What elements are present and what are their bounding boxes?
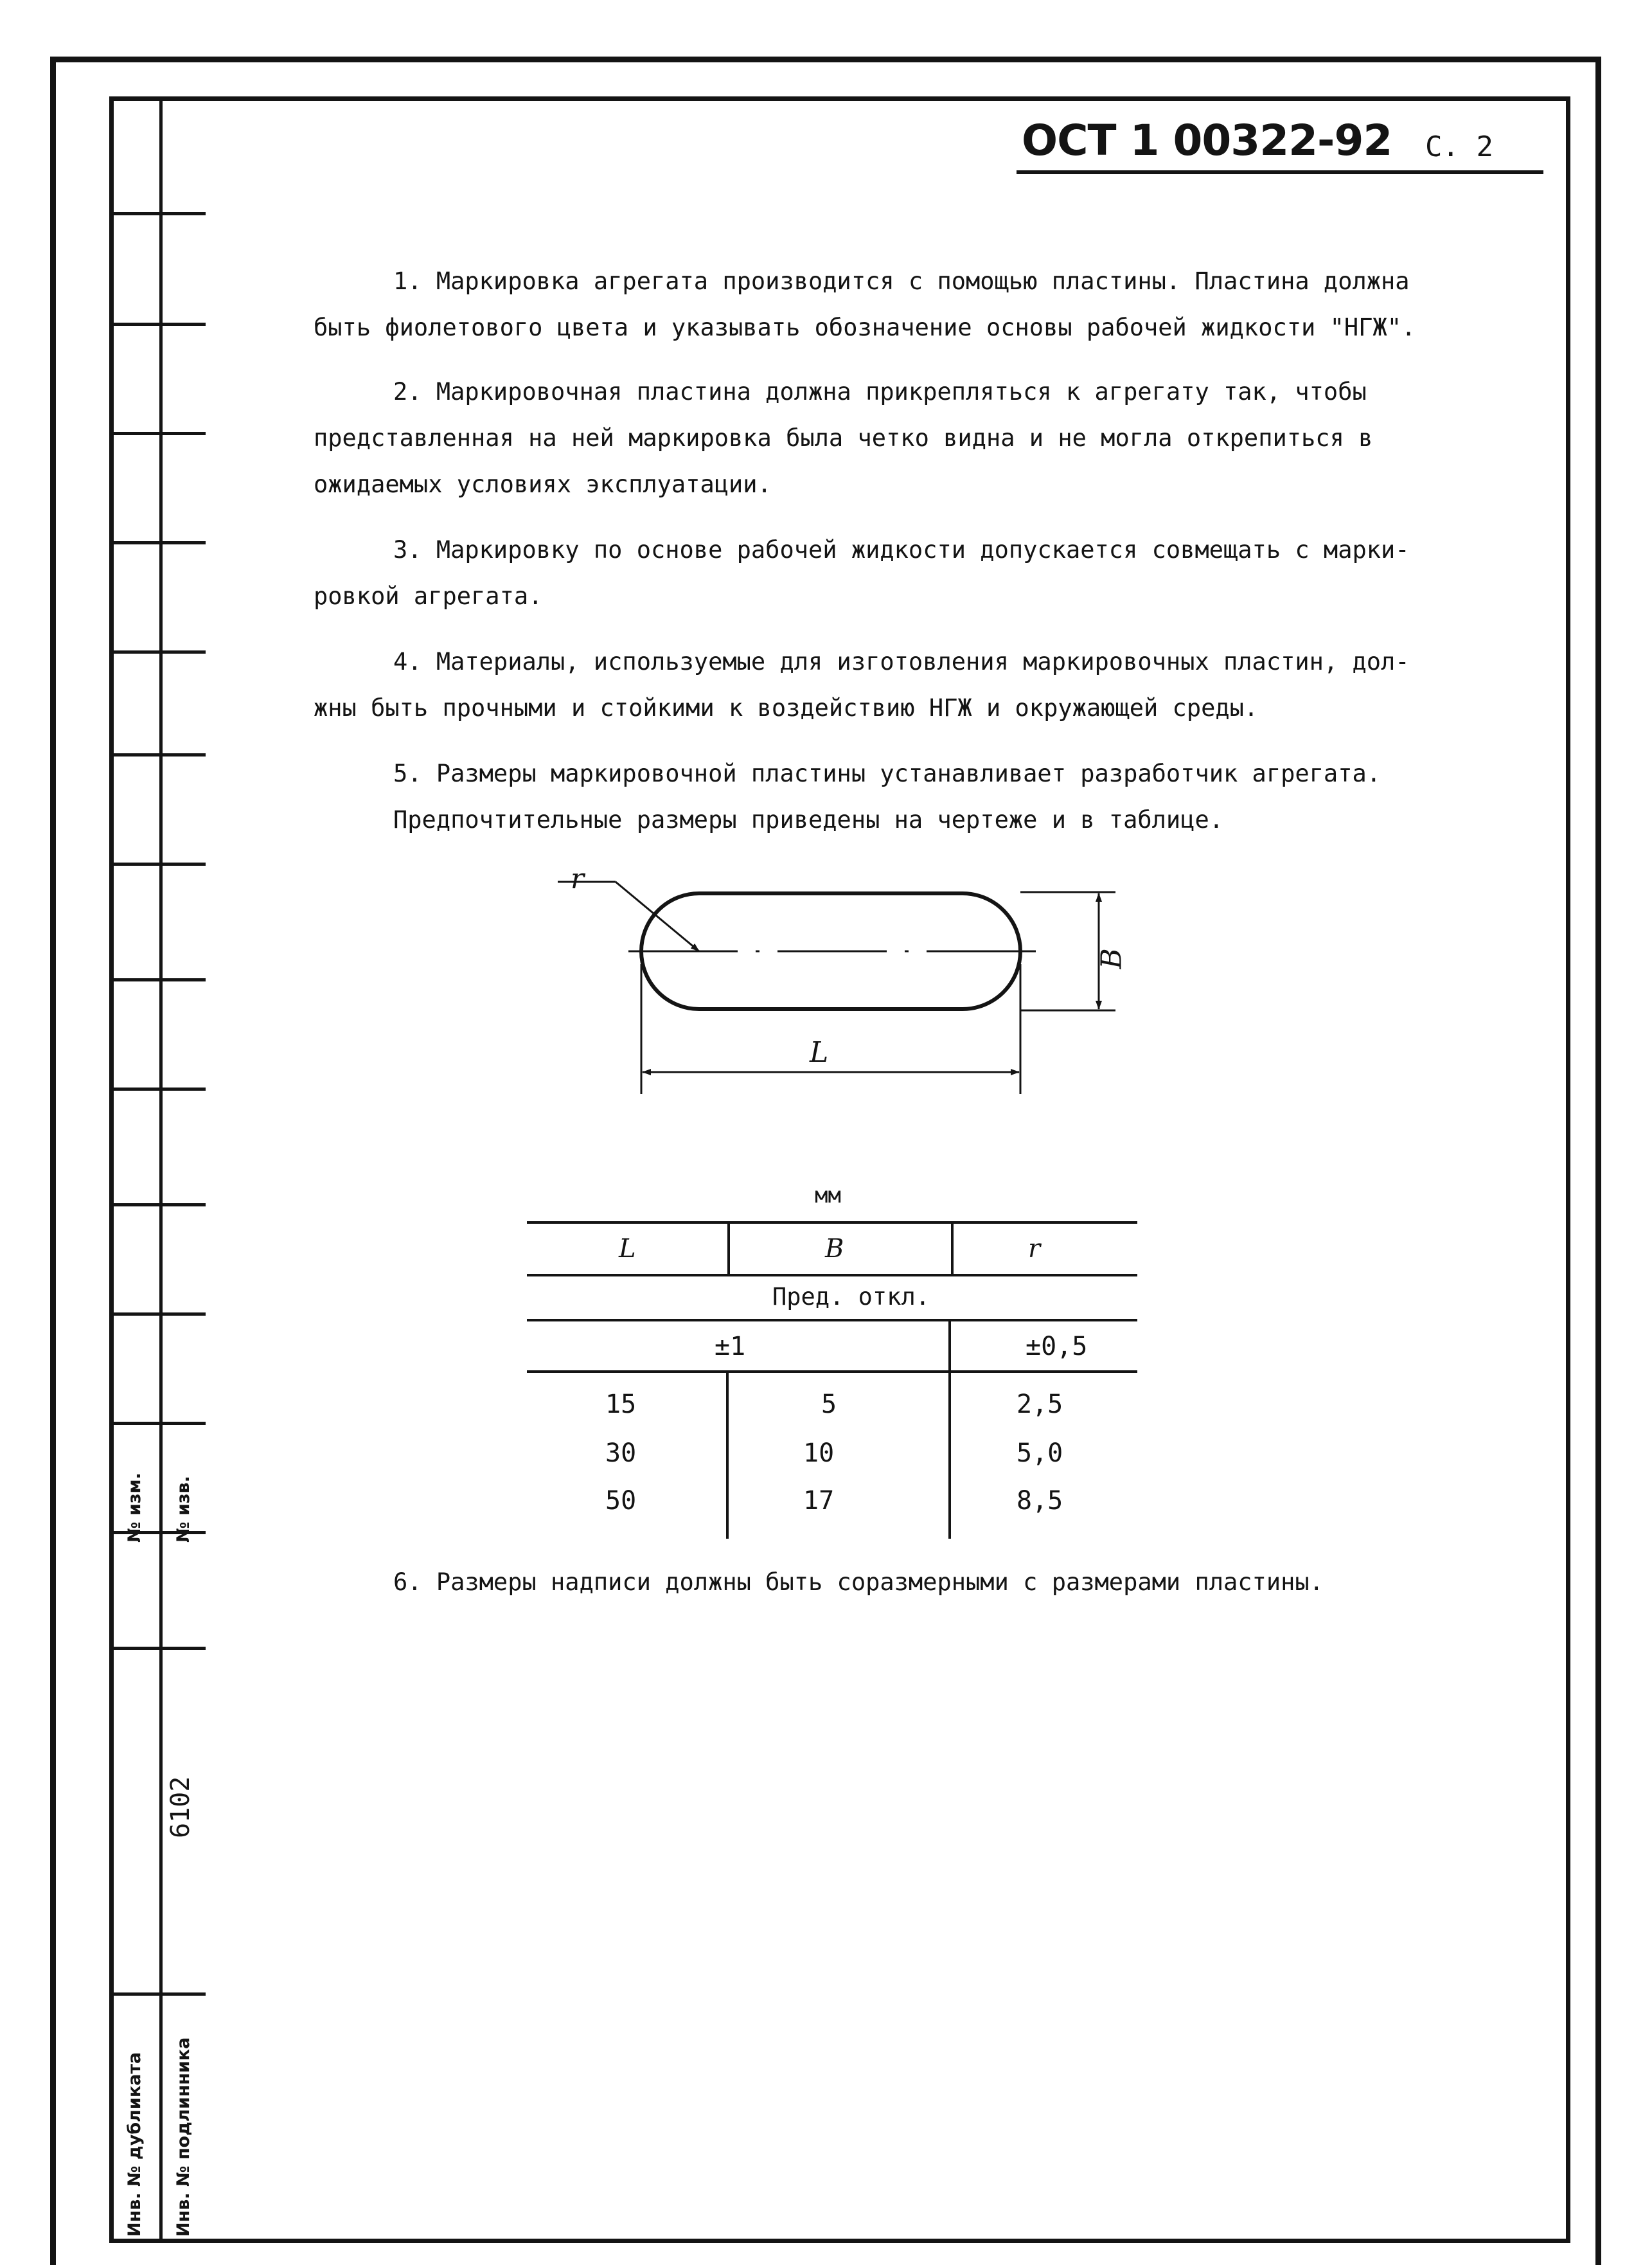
stamp-rule [109,1422,206,1425]
page-number: С. 2 [1425,130,1493,163]
table-cell: 5,0 [1017,1438,1063,1468]
height-label: B [1095,948,1128,969]
stamp-rule [109,1203,206,1206]
table-column-rule [727,1222,730,1275]
stamp-inv-podlinnika: Инв. № подлинника [173,2037,193,2237]
table-cell: 5 [821,1390,837,1419]
table-cell: 50 [605,1486,637,1516]
stamp-rule [109,1312,206,1316]
table-rule [527,1370,1137,1373]
table-tolerance-r: ±0,5 [1026,1332,1088,1361]
plate-drawing [540,868,1157,1112]
paragraph-2-line: ожидаемых условиях эксплуатации. [314,470,772,498]
stamp-rule [109,978,206,981]
paragraph-2-line: представленная на ней маркировка была четко видна и не могла открепиться в [314,424,1373,452]
stamp-rule [109,541,206,544]
stamp-rule [109,323,206,326]
table-header-r: r [1028,1234,1041,1264]
stamp-rule [109,863,206,866]
stamp-divider [159,96,163,2243]
stamp-inv-dublikata: Инв. № дубликата [125,2052,145,2237]
paragraph-1-line: быть фиолетового цвета и указывать обозначение основы рабочей жидкости "НГЖ". [314,314,1416,341]
stamp-rule [109,212,206,215]
stamp-rule [109,753,206,756]
table-rule [527,1319,1137,1321]
table-cell: 8,5 [1017,1486,1063,1516]
paragraph-1-line: 1. Маркировка агрегата производится с помощью пластины. Пластина должна [393,267,1410,295]
table-unit: мм [815,1183,841,1208]
paragraph-4-line: 4. Материалы, используемые для изготовления маркировочных пластин, дол- [393,648,1410,676]
paragraph-2-line: 2. Маркировочная пластина должна прикрепляться к агрегату так, чтобы [393,378,1367,406]
radius-label: r [571,863,585,895]
stamp-izv-label: № изв. [173,1476,193,1543]
table-rule [527,1274,1137,1276]
table-tolerance-caption: Пред. откл. [772,1283,930,1311]
table-cell: 15 [605,1390,637,1419]
table-column-rule [951,1222,954,1275]
stamp-rule [109,1992,206,1996]
header-underline [1017,170,1543,174]
paragraph-6-line: 6. Размеры надписи должны быть соразмерными с размерами пластины. [393,1568,1324,1596]
paragraph-4-line: жны быть прочными и стойкими к воздействию НГЖ и окружающей среды. [314,694,1259,722]
side-stamp [109,96,206,2243]
stamp-izm-label: № изм. [125,1473,145,1543]
stamp-rule [109,1088,206,1091]
stamp-rule [109,1647,206,1650]
table-cell: 10 [803,1438,835,1468]
stamp-rule [109,432,206,435]
table-cell: 2,5 [1017,1390,1063,1419]
table-column-rule [948,1320,951,1539]
table-cell: 30 [605,1438,637,1468]
paragraph-3-line: ровкой агрегата. [314,582,543,610]
table-tolerance-lb: ±1 [715,1332,746,1361]
document-code: ОСТ 1 00322-92 [1022,116,1392,165]
paragraph-3-line: 3. Маркировку по основе рабочей жидкости допускается совмещать с марки- [393,536,1410,564]
length-label: L [810,1036,829,1069]
radius-leader [616,882,699,951]
table-rule [527,1221,1137,1224]
stamp-number: 6102 [166,1776,195,1838]
stamp-rule [109,650,206,654]
table-column-rule [726,1372,729,1539]
table-header-b: B [825,1234,844,1264]
paragraph-5-line: 5. Размеры маркировочной пластины устанавливает разработчик агрегата. [393,760,1381,787]
paragraph-5-line: Предпочтительные размеры приведены на чертеже и в таблице. [393,806,1224,834]
table-cell: 17 [803,1486,835,1516]
table-header-l: L [619,1234,636,1264]
